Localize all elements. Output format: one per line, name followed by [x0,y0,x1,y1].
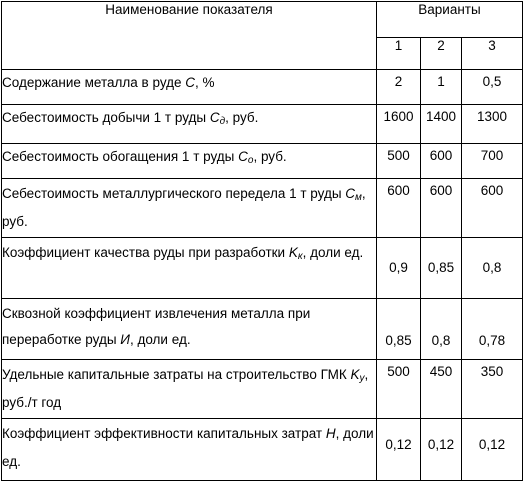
parameter-suffix: , доли ед. [2,425,374,469]
parameter-label [2,105,377,143]
table-row [2,178,523,237]
parameter-label [2,237,377,298]
parameter-label [2,70,377,105]
parameter-label [2,298,377,359]
parameter-symbol: C [238,148,248,164]
value-variant-2: 600 [421,178,462,237]
parameter-suffix: , доли ед. [129,331,191,347]
parameter-suffix: , доли ед. [302,244,364,260]
table-row [2,359,523,418]
parameter-symbol: C [185,75,196,91]
value-variant-1: 1600 [377,105,421,143]
parameter-label [2,178,377,237]
parameter-suffix: , руб. [253,148,287,164]
value-variant-1: 500 [377,143,421,178]
table-row [2,143,523,178]
parameter-symbol-sub: у [359,372,365,384]
header-variant-2: 2 [421,38,462,70]
parameter-suffix: , руб. [225,110,259,126]
parameter-label [2,143,377,178]
parameter-symbol-sub: о [247,154,254,166]
parameter-symbol: И [120,331,130,347]
parameter-text: Коэффициент качества руды при разработки [2,244,289,260]
value-variant-3: 700 [462,143,523,178]
header-row-top [2,2,523,38]
table-row [2,418,523,480]
value-variant-3: 0,12 [462,418,523,480]
value-variant-2: 450 [421,359,462,418]
table-row [2,70,523,105]
parameter-text: Удельные капитальные затраты на строительство ГМК [2,366,351,382]
parameter-symbol-sub: м [355,191,362,203]
value-variant-3: 600 [462,178,523,237]
table-row [2,298,523,359]
header-variants: Варианты [377,2,523,38]
parameter-suffix: , % [195,75,215,91]
value-variant-3: 0,5 [462,70,523,105]
parameter-text: Сквозной коэффициент извлечения металла при переработке руды [2,305,311,347]
value-variant-2: 1 [421,70,462,105]
value-variant-1: 500 [377,359,421,418]
parameter-text: Себестоимость обогащения 1 т руды [2,148,239,164]
parameters-table [1,1,523,481]
value-variant-1: 0,85 [377,298,421,359]
table-row [2,237,523,298]
header-variant-1: 1 [377,38,421,70]
value-variant-1: 2 [377,70,421,105]
header-variant-3: 3 [462,38,523,70]
value-variant-1: 0,12 [377,418,421,480]
parameter-label [2,418,377,480]
parameter-text: Содержание металла в руде [2,75,186,91]
parameter-text: Себестоимость металлургического передела 1 т руды [2,185,346,201]
parameter-symbol: C [345,185,356,201]
parameter-symbol: K [288,244,298,260]
value-variant-2: 1400 [421,105,462,143]
table-row [2,105,523,143]
parameter-symbol: C [209,110,220,126]
value-variant-1: 0,9 [377,237,421,298]
parameter-label [2,359,377,418]
parameter-symbol-sub: к [297,250,303,262]
value-variant-3: 0,78 [462,298,523,359]
header-parameter-name: Наименование показателя [2,2,377,70]
parameter-suffix: , руб./т год [2,366,369,410]
parameter-symbol-sub: д [219,116,226,128]
value-variant-2: 0,85 [421,237,462,298]
parameter-text: Коэффициент эффективности капитальных затрат [2,425,326,441]
value-variant-2: 600 [421,143,462,178]
value-variant-1: 600 [377,178,421,237]
value-variant-3: 0,8 [462,237,523,298]
value-variant-3: 350 [462,359,523,418]
parameter-text: Себестоимость добычи 1 т руды [2,110,210,126]
value-variant-2: 0,8 [421,298,462,359]
value-variant-3: 1300 [462,105,523,143]
value-variant-2: 0,12 [421,418,462,480]
parameter-symbol: K [350,366,360,382]
parameter-symbol: Н [325,425,336,441]
parameter-suffix: , руб. [2,185,366,229]
